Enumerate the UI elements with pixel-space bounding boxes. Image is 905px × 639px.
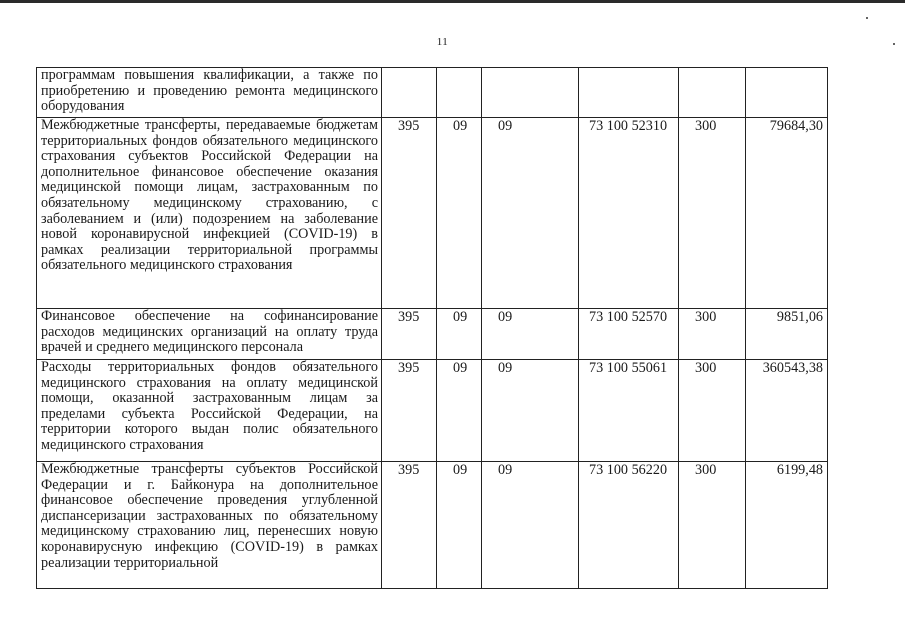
expense-type-code <box>679 68 746 118</box>
amount-value <box>746 68 828 118</box>
amount-value: 9851,06 <box>746 309 828 360</box>
expense-type-code: 300 <box>679 309 746 360</box>
subsection-code: 09 <box>482 118 579 309</box>
section-code: 09 <box>437 360 482 462</box>
page-number: 11 <box>436 36 449 48</box>
subsection-code <box>482 68 579 118</box>
subsection-code: 09 <box>482 462 579 589</box>
table-row <box>37 309 828 360</box>
target-article-code: 73 100 56220 <box>579 462 679 589</box>
scan-speck <box>866 17 868 19</box>
section-code <box>437 68 482 118</box>
row-description: Межбюджетные трансферты субъектов Российской Федерации и г. Байконура на дополнительное финансовое обеспечение проведения углубленной диспансеризации застрахованных по обязательному медицинскому страхованию лиц, перенесших новую коронавирусную инфекцию (COVID-19) в рамках реализации территориальной <box>37 462 382 589</box>
ministry-code: 395 <box>382 360 437 462</box>
subsection-code: 09 <box>482 309 579 360</box>
section-code: 09 <box>437 309 482 360</box>
section-code: 09 <box>437 118 482 309</box>
ministry-code: 395 <box>382 462 437 589</box>
table-row <box>37 118 828 309</box>
expense-type-code: 300 <box>679 462 746 589</box>
table-row <box>37 68 828 118</box>
amount-value: 6199,48 <box>746 462 828 589</box>
row-description: программам повышения квалификации, а также по приобретению и проведению ремонта медицинского оборудования <box>37 68 382 118</box>
expense-type-code: 300 <box>679 360 746 462</box>
target-article-code: 73 100 52310 <box>579 118 679 309</box>
scan-top-edge <box>0 0 905 3</box>
target-article-code: 73 100 55061 <box>579 360 679 462</box>
scan-speck <box>893 43 895 45</box>
row-description: Межбюджетные трансферты, передаваемые бюджетам территориальных фондов обязательного медицинского страхования субъектов Российской Федерации на дополнительное финансовое обеспечение оказания медицинской помощи лицам, застрахованным по обязательному медицинскому страхованию, с заболеванием и (или) подозрением на заболевание новой коронавирусной инфекцией (COVID-19) в рамках реализации территориальной программы обязательного медицинского страхования <box>37 118 382 309</box>
subsection-code: 09 <box>482 360 579 462</box>
target-article-code: 73 100 52570 <box>579 309 679 360</box>
budget-table <box>36 67 828 589</box>
row-description: Финансовое обеспечение на софинансирование расходов медицинских организаций на оплату труда врачей и среднего медицинского персонала <box>37 309 382 360</box>
ministry-code: 395 <box>382 309 437 360</box>
amount-value: 360543,38 <box>746 360 828 462</box>
ministry-code <box>382 68 437 118</box>
ministry-code: 395 <box>382 118 437 309</box>
target-article-code <box>579 68 679 118</box>
row-description: Расходы территориальных фондов обязательного медицинского страхования на оплату медицинской помощи, оказанной застрахованным лицам за пределами субъекта Российской Федерации, на территории которого выдан полис обязательного медицинского страхования <box>37 360 382 462</box>
amount-value: 79684,30 <box>746 118 828 309</box>
table-row <box>37 360 828 462</box>
table-row <box>37 462 828 589</box>
expense-type-code: 300 <box>679 118 746 309</box>
section-code: 09 <box>437 462 482 589</box>
